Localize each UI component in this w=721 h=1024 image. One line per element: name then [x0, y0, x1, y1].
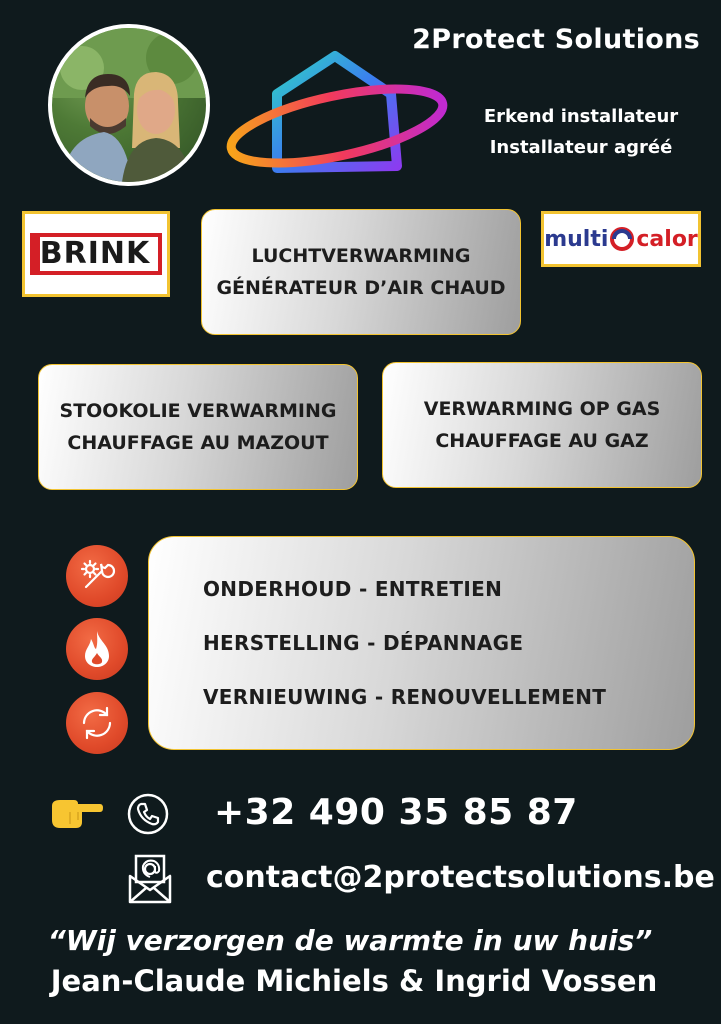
service-oil-nl: STOOKOLIE VERWARMING: [59, 400, 337, 422]
phone-icon[interactable]: [126, 792, 170, 836]
house-logo-icon: [225, 50, 450, 180]
multicalor-part1: multi: [544, 226, 609, 252]
refresh-icon: [66, 692, 128, 754]
action-repair: HERSTELLING - DÉPANNAGE: [203, 631, 524, 655]
certification-fr: Installateur agréé: [489, 137, 673, 158]
pointing-hand-icon: [48, 796, 104, 832]
slogan: “Wij verzorgen de warmte in uw huis”: [47, 924, 653, 957]
service-gas-heating: [382, 362, 702, 488]
action-maintenance: ONDERHOUD - ENTRETIEN: [203, 577, 503, 601]
multicalor-wordmark: [544, 225, 698, 253]
service-oil-heating: [38, 364, 358, 490]
certification-nl: Erkend installateur: [483, 106, 679, 127]
multicalor-swirl-icon: [608, 225, 636, 253]
action-renewal: VERNIEUWING - RENOUVELLEMENT: [203, 685, 607, 709]
service-air-heating: [201, 209, 521, 335]
multicalor-logo: [541, 211, 701, 267]
services-list: [148, 536, 695, 750]
multicalor-part2: calor: [636, 226, 698, 252]
brink-logo: [22, 211, 170, 297]
email-address[interactable]: contact@2protectsolutions.be: [206, 860, 715, 895]
phone-number[interactable]: +32 490 35 85 87: [214, 792, 578, 833]
service-gas-nl: VERWARMING OP GAS: [423, 398, 661, 420]
flame-icon: [66, 618, 128, 680]
service-air-nl: LUCHTVERWARMING: [251, 245, 471, 267]
owner-names: Jean-Claude Michiels & Ingrid Vossen: [50, 964, 658, 998]
wrench-gear-icon: [66, 545, 128, 607]
service-air-fr: GÉNÉRATEUR D’AIR CHAUD: [216, 277, 506, 299]
service-gas-fr: CHAUFFAGE AU GAZ: [435, 430, 649, 452]
service-oil-fr: CHAUFFAGE AU MAZOUT: [67, 432, 329, 454]
email-icon[interactable]: [126, 852, 174, 906]
brink-wordmark: BRINK: [30, 233, 162, 275]
owners-photo: [48, 24, 210, 186]
company-name: 2Protect Solutions: [412, 24, 700, 55]
